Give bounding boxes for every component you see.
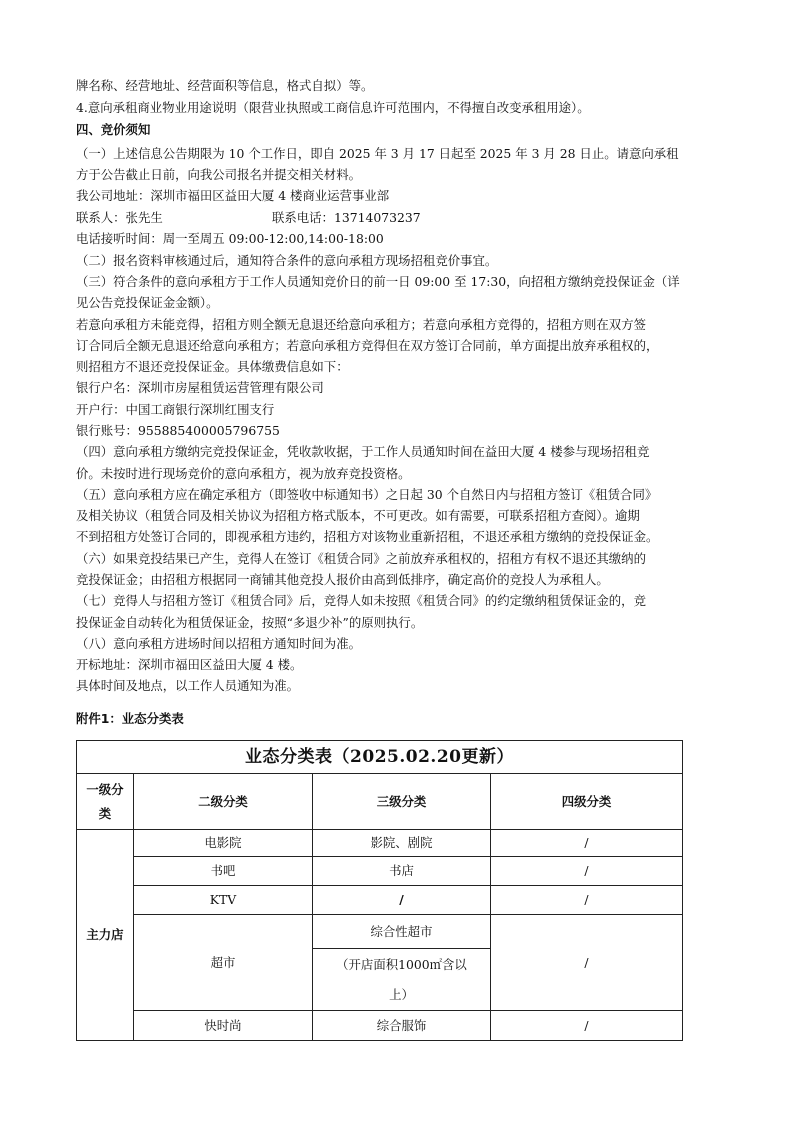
text-line: （六）如果竞投结果已产生，竞得人在签订《租赁合同》之前放弃承租权的，招租方有权不退还其缴纳的 xyxy=(76,551,646,566)
cell-l2: KTV xyxy=(134,886,313,915)
contact-phone: 联系电话：13714073237 xyxy=(272,210,421,225)
text-line: 不到招租方处签订合同的，即视承租方违约，招租方对该物业重新招租，不退还承租方缴纳的竞投保证金。 xyxy=(76,529,659,544)
text-line: 若意向承租方未能竞得，招租方则全额无息退还给意向承租方；若意向承租方竞得的，招租方则在双方签 xyxy=(76,317,646,332)
table-row xyxy=(77,886,683,915)
table-row xyxy=(77,1011,683,1041)
text-line: （五）意向承租方应在确定承租方（即签收中标通知书）之日起 30 个自然日内与招租方签订《租赁合同》 xyxy=(76,487,658,502)
header-level1-line1: 一级分 xyxy=(86,781,124,797)
header-level3: 三级分类 xyxy=(313,774,491,830)
cell-l2: 超市 xyxy=(134,915,313,1011)
text-line: （三）符合条件的意向承租方于工作人员通知竞价日的前一日 09:00 至 17:30，向招租方缴纳竞投保证金（详 xyxy=(76,274,680,289)
text-line: 价。未按时进行现场竞价的意向承租方，视为放弃竞投资格。 xyxy=(76,466,411,481)
contact-person: 联系人：张先生 xyxy=(76,210,163,225)
text-line: 投保证金自动转化为租赁保证金，按照“多退少补”的原则执行。 xyxy=(76,615,424,630)
text-line: 4.意向承租商业物业用途说明（限营业执照或工商信息许可范围内，不得擅自改变承租用途）。 xyxy=(76,100,590,115)
table-row xyxy=(77,915,683,949)
section-heading: 四、竞价须知 xyxy=(76,122,151,137)
text-line: 我公司地址：深圳市福田区益田大厦 4 楼商业运营事业部 xyxy=(76,188,390,203)
cell-l3: 书店 xyxy=(313,857,491,886)
text-line: 则招租方不退还竞投保证金。具体缴费信息如下： xyxy=(76,359,349,374)
cell-l3: （开店面积1000㎡含以 xyxy=(313,949,491,981)
appendix-title: 附件1：业态分类表 xyxy=(76,711,184,726)
text-line: 电话接听时间：周一至周五 09:00-12:00,14:00-18:00 xyxy=(76,231,384,246)
text-line: （七）竞得人与招租方签订《租赁合同》后，竞得人如未按照《租赁合同》的约定缴纳租赁保证金的，竞 xyxy=(76,593,646,608)
cell-l4: / xyxy=(491,915,683,1011)
cell-l3: 综合性超市 xyxy=(313,915,491,949)
table-row xyxy=(77,857,683,886)
text-line: 订合同后全额无息退还给意向承租方；若意向承租方竞得但在双方签订合同前，单方面提出放弃承租权的， xyxy=(76,338,659,353)
text-line: （二）报名资料审核通过后，通知符合条件的意向承租方现场招租竞价事宜。 xyxy=(76,253,498,268)
cell-l2: 书吧 xyxy=(134,857,313,886)
cell-l4: / xyxy=(491,830,683,857)
text-line: 银行账号：955885400005796755 xyxy=(76,423,280,438)
cell-l3: 综合服饰 xyxy=(313,1011,491,1041)
text-line: 方于公告截止日前，向我公司报名并提交相关材料。 xyxy=(76,167,361,182)
cell-l4: / xyxy=(491,886,683,915)
category-main-store: 主力店 xyxy=(77,830,134,1041)
text-line: 具体时间及地点，以工作人员通知为准。 xyxy=(76,678,300,693)
header-level2: 二级分类 xyxy=(134,774,313,830)
text-line: 牌名称、经营地址、经营面积等信息，格式自拟）等。 xyxy=(76,78,374,93)
text-line: 见公告竞投保证金金额）。 xyxy=(76,295,219,310)
text-line: （一）上述信息公告期限为 10 个工作日，即自 2025 年 3 月 17 日起至 2025 年 3 月 28 日止。请意向承租 xyxy=(76,146,679,161)
text-line: 开标地址：深圳市福田区益田大厦 4 楼。 xyxy=(76,657,303,672)
business-category-table xyxy=(76,740,683,1041)
text-line: 开户行：中国工商银行深圳红围支行 xyxy=(76,402,275,417)
table-title: 业态分类表（2025.02.20更新） xyxy=(77,741,683,774)
text-line: 竞投保证金；由招租方根据同一商铺其他竞投人报价由高到低排序，确定高价的竞投人为承租人。 xyxy=(76,572,609,587)
header-level4: 四级分类 xyxy=(491,774,683,830)
header-level1 xyxy=(77,774,134,830)
cell-l3: 影院、剧院 xyxy=(313,830,491,857)
cell-l4: / xyxy=(491,857,683,886)
text-line: （四）意向承租方缴纳完竞投保证金，凭收款收据，于工作人员通知时间在益田大厦 4 楼参与现场招租竞 xyxy=(76,444,650,459)
cell-l2: 电影院 xyxy=(134,830,313,857)
cell-l3: 上） xyxy=(313,981,491,1011)
header-level1-line2: 类 xyxy=(98,805,112,821)
table-row xyxy=(77,830,683,857)
text-line: 及相关协议（租赁合同及相关协议为招租方格式版本，不可更改。如有需要，可联系招租方查阅）。逾期 xyxy=(76,508,640,523)
cell-l3: / xyxy=(313,886,491,915)
cell-l2: 快时尚 xyxy=(134,1011,313,1041)
text-line: 银行户名：深圳市房屋租赁运营管理有限公司 xyxy=(76,380,324,395)
text-line: （八）意向承租方进场时间以招租方通知时间为准。 xyxy=(76,636,361,651)
cell-l4: / xyxy=(491,1011,683,1041)
